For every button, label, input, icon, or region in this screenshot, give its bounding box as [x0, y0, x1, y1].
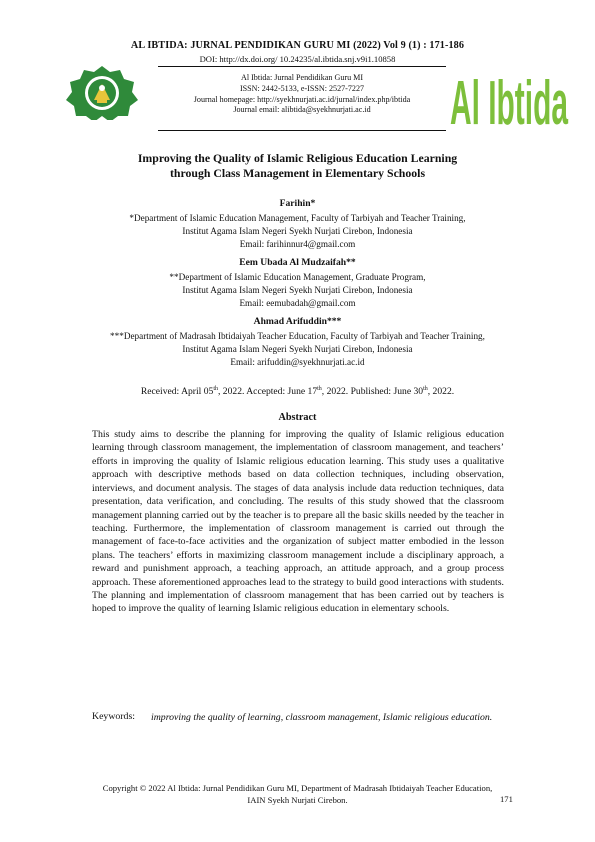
abstract-heading: Abstract: [278, 412, 317, 423]
author-email[interactable]: Email: farihinnur4@gmail.com: [239, 239, 356, 249]
page-footer: [40, 782, 555, 806]
copyright-line: Copyright © 2022 Al Ibtida: Jurnal Pendidikan Guru MI, Department of Madrasah Ibtidaiyah Teacher Education,: [102, 783, 493, 793]
journal-name: Al Ibtida: Jurnal Pendidikan Guru MI: [240, 73, 364, 82]
affiliation-line: **Department of Islamic Education Management, Graduate Program,: [169, 272, 426, 282]
header-rule-top: [158, 66, 446, 67]
title-line-1: Improving the Quality of Islamic Religious Education Learning: [137, 151, 458, 165]
journal-homepage[interactable]: Journal homepage: http://syekhnurjati.ac.id/jurnal/index.php/ibtida: [193, 94, 411, 104]
date-suffix: th: [213, 385, 218, 392]
al-ibtida-brand-logo: [448, 64, 570, 132]
university-logo: [64, 64, 140, 120]
author-name: Eem Ubada Al Mudzaifah**: [239, 257, 356, 268]
accepted-date: , 2022. Accepted: June 17: [218, 386, 318, 397]
author-affiliation: [40, 271, 555, 310]
author-email[interactable]: Email: arifuddin@syekhnurjati.ac.id: [230, 357, 365, 367]
author-name: Ahmad Arifuddin***: [253, 316, 342, 327]
date-end: , 2022.: [427, 386, 455, 397]
journal-issn: ISSN: 2442-5133, e-ISSN: 2527-7227: [239, 83, 365, 93]
author-affiliation: [40, 212, 555, 251]
author-email[interactable]: Email: eemubadah@gmail.com: [239, 298, 356, 308]
abstract-body: This study aims to describe the planning for improving the quality of Islamic religious education learning through classroom management, the implementation of classroom management, and teachers’ efforts in improving the quality of Islamic religious education learning. This study uses a qualitative approach with descriptive methods based on data collection techniques, including observation, interviews, and document analysis. The stages of data analysis include data reduction techniques, data presentation, data verification, and concluding. The results of this study showed that the classroom management planning carried out by the teacher is to prepare all the basic skills needed by the teacher in teaching. Furthermore, the implementation of classroom management is carried out through the management of face-to-face activities and the organization of subject matter embodied in the lesson plans. The teachers’ efforts in maximizing classroom management include a disciplinary approach, a reward and punishment approach, a teaching approach, an attitude approach, and a group process approach. These aforementioned approaches lead to the strategy to build good interactions with students. The planning and implementation of classroom management that has been carried out by teachers is hoped to improve the quality of learning Islamic religious education in elementary schools.: [92, 429, 504, 615]
received-date: Received: April 05: [140, 386, 214, 397]
keywords-text: improving the quality of learning, classroom management, Islamic religious education.: [151, 712, 493, 723]
journal-info-box: [158, 73, 446, 116]
title-line-2: through Class Management in Elementary Schools: [169, 166, 426, 180]
affiliation-line: Institut Agama Islam Negeri Syekh Nurjati Cirebon, Indonesia: [182, 285, 413, 295]
affiliation-line: *Department of Islamic Education Management, Faculty of Tarbiyah and Teacher Training,: [129, 213, 466, 223]
author-name: Farihin*: [279, 198, 316, 209]
affiliation-line: Institut Agama Islam Negeri Syekh Nurjati Cirebon, Indonesia: [182, 226, 413, 236]
article-dates: [0, 386, 595, 397]
affiliation-line: Institut Agama Islam Negeri Syekh Nurjati Cirebon, Indonesia: [182, 344, 413, 354]
copyright-institution: IAIN Syekh Nurjati Cirebon.: [247, 795, 348, 805]
doi-line[interactable]: DOI: http://dx.doi.org/ 10.24235/al.ibtida.snj.v9i1.10858: [199, 54, 396, 64]
date-suffix: th: [423, 385, 428, 392]
date-suffix: th: [317, 385, 322, 392]
keywords-label: Keywords:: [92, 711, 135, 722]
journal-header: AL IBTIDA: JURNAL PENDIDIKAN GURU MI (2022) Vol 9 (1) : 171-186: [130, 40, 465, 51]
published-date: , 2022. Published: June 30: [321, 386, 424, 397]
journal-email[interactable]: Journal email: alibtida@syekhnurjati.ac.id: [233, 105, 371, 115]
header-rule-bottom: [158, 130, 446, 131]
brand-text: Al Ibtida: [450, 69, 569, 132]
author-affiliation: [40, 330, 555, 369]
affiliation-line: ***Department of Madrasah Ibtidaiyah Teacher Education, Faculty of Tarbiyah and Teacher Training,: [110, 331, 485, 341]
page-number: 171: [500, 794, 513, 804]
paper-title: [60, 151, 535, 181]
